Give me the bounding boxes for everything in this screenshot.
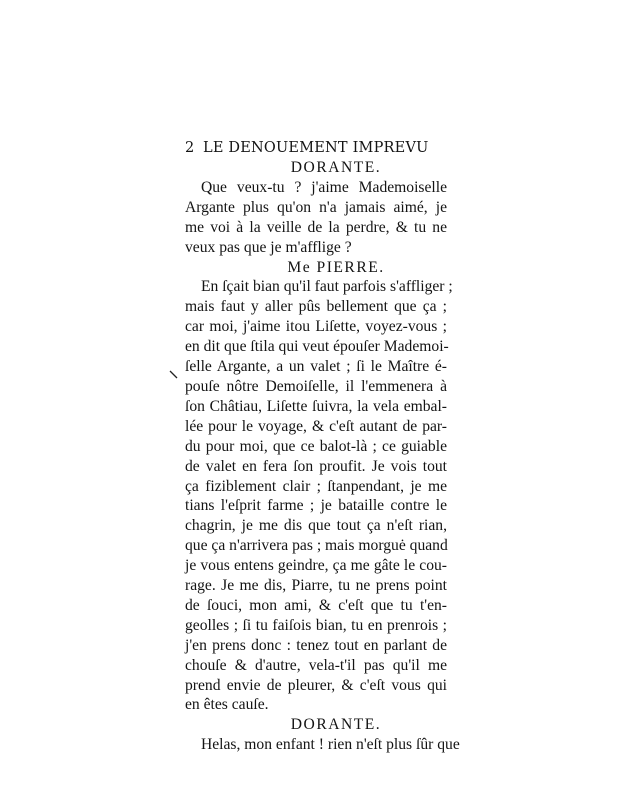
text-line: Helas, mon enfant ! rien n'eſt plus ſûr que — [201, 736, 460, 754]
text-line: du pour moi, que ce balot-là ; ce guiable — [185, 437, 447, 455]
text-line: en êtes cauſe. — [185, 696, 269, 714]
text-line: en dit que ſtila qui veut épouſer Mademoi- — [185, 338, 449, 356]
running-title: LE DENOUEMENT IMPREVU — [203, 140, 429, 156]
margin-stray-mark — [169, 365, 179, 375]
text-line: En ſçait bian qu'il faut parfois s'affliger ; — [201, 278, 453, 296]
text-line: chouſe & d'autre, vela-t'il pas qu'il me — [185, 656, 447, 674]
text-line: pouſe nôtre Demoiſelle, il l'emmenera à — [185, 377, 447, 395]
text-line: geolles ; ſi tu faiſois bian, tu en prenrois ; — [185, 616, 447, 634]
speaker-name: Me PIERRE. — [287, 258, 385, 276]
page-number: 2 — [185, 140, 195, 156]
text-line: je vous entens geindre, ça me gâte le cou- — [185, 557, 447, 575]
text-line: veux pas que je m'afflige ? — [185, 238, 352, 256]
text-line: chagrin, je me dis que tout ça n'eſt rian, — [185, 517, 447, 535]
text-line: ſon Châtiau, Liſette ſuivra, la vela embal- — [185, 397, 447, 415]
text-line: car moi, j'aime itou Liſette, voyez-vous ; — [185, 318, 447, 336]
text-line: ça fiziblement clair ; ſtanpendant, je me — [185, 477, 447, 495]
speaker-name: DORANTE. — [290, 716, 382, 734]
text-line: ſelle Argante, a un valet ; ſi le Maître é- — [185, 358, 447, 376]
text-line: de valet en fera ſon proufit. Je vois tout — [185, 457, 447, 475]
text-line: j'en prens donc : tenez tout en parlant de — [185, 636, 447, 654]
text-line: mais faut y aller pûs bellement que ça ; — [185, 298, 447, 316]
text-line: rage. Je me dis, Piarre, tu ne prens point — [185, 577, 447, 595]
text-column — [185, 158, 460, 755]
text-line: de ſouci, mon ami, & c'eſt que tu t'en- — [185, 596, 447, 614]
running-header — [185, 140, 445, 156]
text-line: lée pour le voyage, & c'eſt autant de par- — [185, 417, 447, 435]
text-line: Argante plus qu'on n'a jamais aimé, je — [185, 198, 447, 216]
speaker-name: DORANTE. — [290, 159, 382, 176]
text-line: Que veux-tu ? j'aime Mademoiselle — [201, 178, 447, 196]
text-line: me voi à la veille de la perdre, & tu ne — [185, 218, 447, 236]
text-line: que ça n'arrivera pas ; mais morguė quand — [185, 537, 448, 555]
text-line: tians l'eſprit farme ; je bataille contre le — [185, 497, 447, 515]
text-line: prend envie de pleurer, & c'eſt vous qui — [185, 676, 447, 694]
